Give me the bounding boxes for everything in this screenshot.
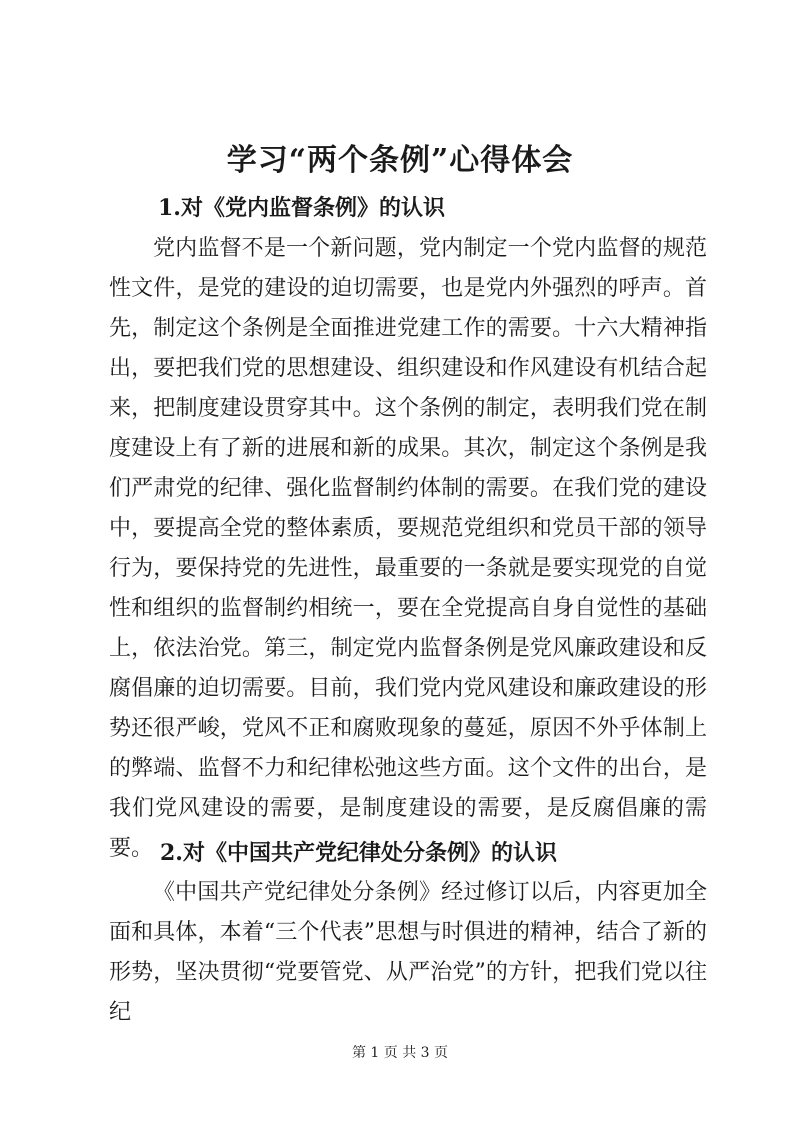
document-title: 学习“两个条例”心得体会	[226, 143, 574, 178]
section-paragraph-2: 《中国共产党纪律处分条例》经过修订以后，内容更加全面和具体，本着“三个代表”思想与时俱进的精神，结合了新的形势，坚决贯彻“党要管党、从严治党”的方针，把我们党以往纪	[109, 880, 707, 1025]
section-heading-2: 2.对《中国共产党纪律处分条例》的认识	[160, 840, 557, 866]
page-footer: 第 1 页 共 3 页	[351, 1045, 449, 1061]
section-paragraph-1: 党内监督不是一个新问题，党内制定一个党内监督的规范性文件，是党的建设的迫切需要，也是党内外强烈的呼声。首先，制定这个条例是全面推进党建工作的需要。十六大精神指出，要把我们党的思想建设、组织建设和作风建设有机结合起来，把制度建设贯穿其中。这个条例的制定，表明我们党在制度建设上有了新的进展和新的成果。其次，制定这个条例是我们严肃党的纪律、强化监督制约体制的需要。在我们党的建设中，要提高全党的整体素质，要规范党组织和党员干部的领导行为，要保持党的先进性，最重要的一条就是要实现党的自觉性和组织的监督制约相统一，要在全党提高自身自觉性的基础上，依法治党。第三，制定党内监督条例是党风廉政建设和反腐倡廉的迫切需要。目前，我们党内党风建设和廉政建设的形势还很严峻，党风不正和腐败现象的蔓延，原因不外乎体制上的弊端、监督不力和纪律松弛这些方面。这个文件的出台，是我们党风建设的需要，是制度建设的需要，是反腐倡廉的需要。	[109, 236, 707, 861]
section-heading-1: 1.对《党内监督条例》的认识	[158, 195, 445, 221]
